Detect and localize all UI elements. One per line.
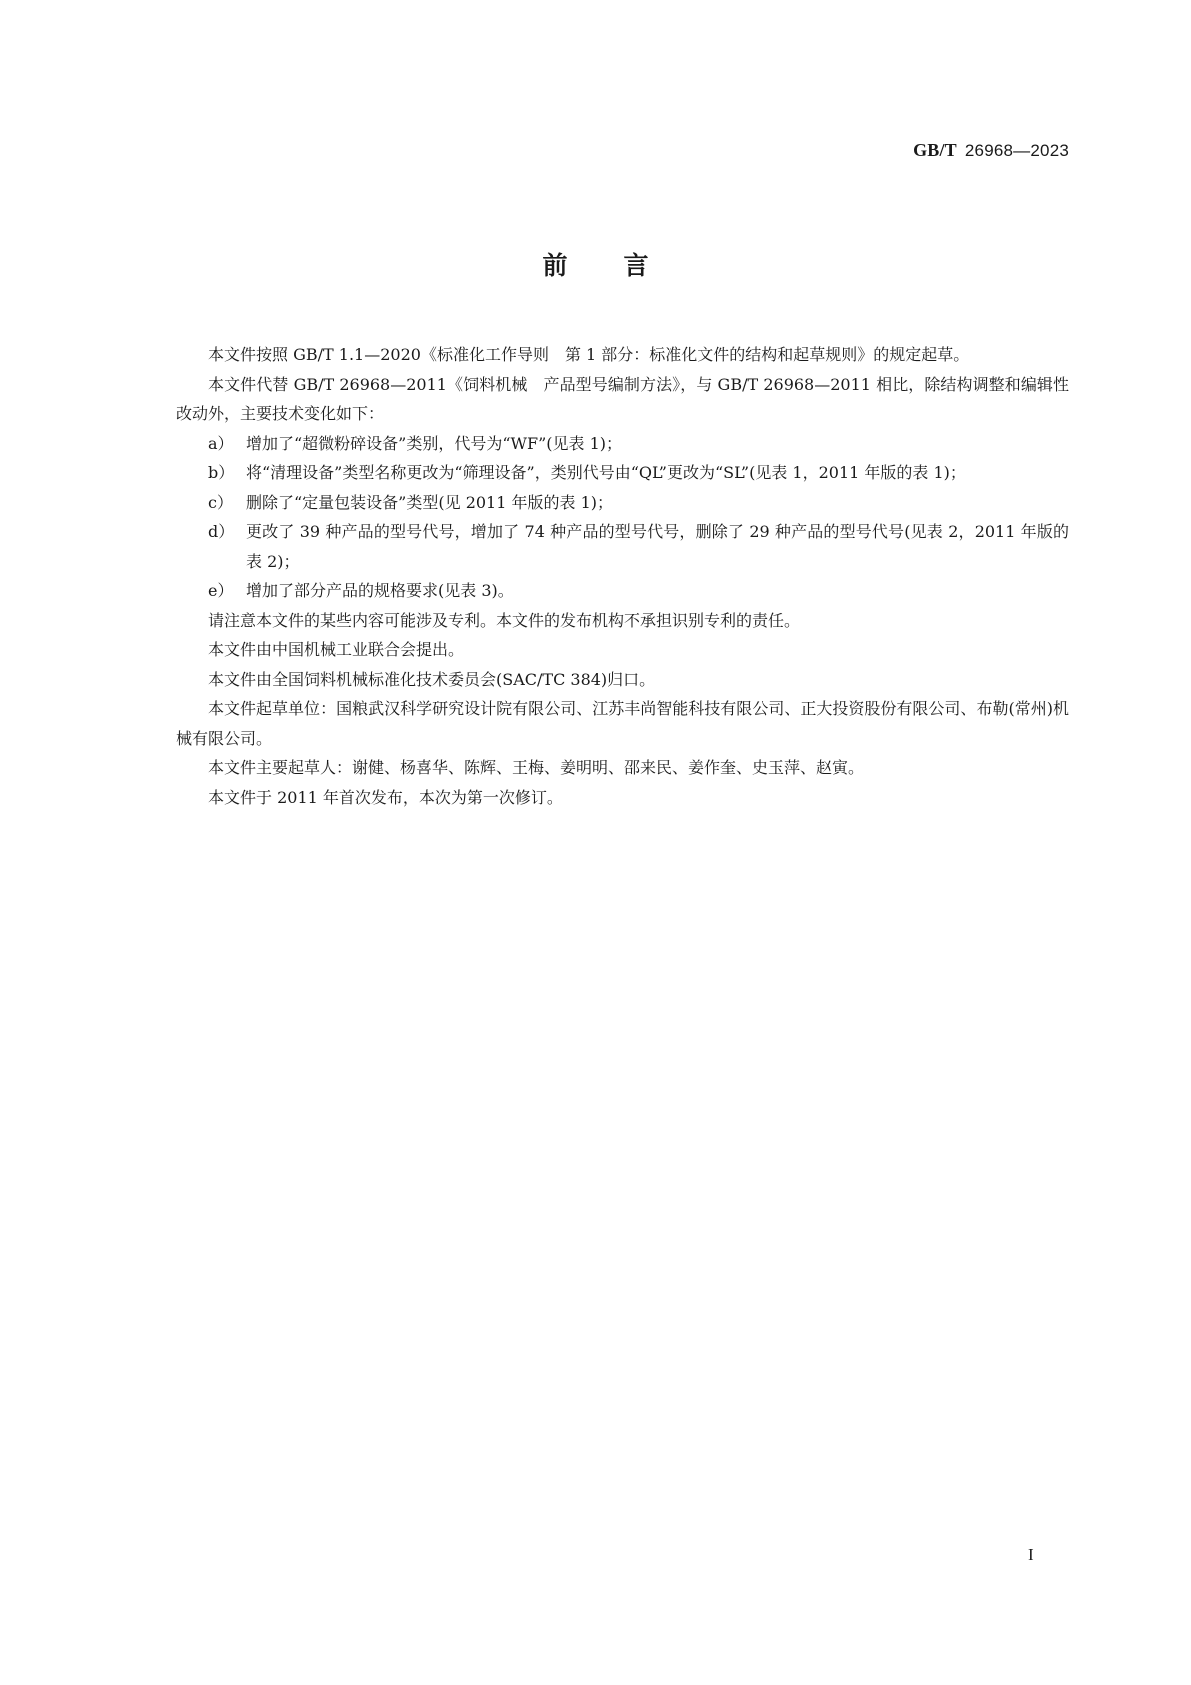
list-item-text: 删除了“定量包装设备”类型(见 2011 年版的表 1)； — [246, 492, 614, 512]
list-item — [208, 576, 1069, 606]
paragraph-drafting-rules: 本文件按照 GB/T 1.1—2020《标准化工作导则 第 1 部分：标准化文件的结构和起草规则》的规定起草。 — [208, 345, 970, 364]
list-item — [208, 488, 1069, 518]
list-marker: e） — [208, 581, 234, 600]
paragraph-under-jurisdiction: 本文件由全国饲料机械标准化技术委员会(SAC/TC 384)归口。 — [208, 669, 656, 689]
list-item — [208, 429, 1069, 459]
foreword-body — [176, 340, 1069, 812]
page-title: 前言 — [542, 251, 705, 280]
technical-changes-list — [176, 429, 1069, 606]
standard-number: 26968—2023 — [964, 141, 1069, 160]
list-item-text: 增加了部分产品的规格要求(见表 3)。 — [246, 581, 514, 600]
paragraph-proposed-by: 本文件由中国机械工业联合会提出。 — [208, 640, 465, 659]
page-number: I — [1028, 1545, 1034, 1564]
list-marker: a） — [208, 433, 234, 453]
list-item-text: 将“清理设备”类型名称更改为“筛理设备”，类别代号由“QL”更改为“SL”(见表 1，2011 年版的表 1)； — [246, 463, 966, 482]
list-marker: d） — [208, 522, 235, 541]
paragraph-publication-history: 本文件于 2011 年首次发布，本次为第一次修订。 — [208, 787, 563, 807]
paragraph-main-drafters: 本文件主要起草人：谢健、杨喜华、陈辉、王梅、姜明明、邵来民、姜作奎、史玉萍、赵寅。 — [208, 758, 865, 777]
list-item — [208, 517, 1069, 576]
paragraph-drafting-organizations: 本文件起草单位：国粮武汉科学研究设计院有限公司、江苏丰尚智能科技有限公司、正大投资股份有限公司、布勒(常州)机械有限公司。 — [176, 699, 1069, 748]
standard-prefix: GB/T — [913, 140, 957, 160]
list-item — [208, 458, 1069, 488]
list-item-text: 增加了“超微粉碎设备”类别，代号为“WF”(见表 1)； — [246, 433, 623, 453]
list-item-text: 更改了 39 种产品的型号代号，增加了 74 种产品的型号代号，删除了 29 种产品的型号代号(见表 2，2011 年版的表 2)； — [246, 522, 1069, 571]
list-marker: b） — [208, 463, 235, 482]
paragraph-patent-notice: 请注意本文件的某些内容可能涉及专利。本文件的发布机构不承担识别专利的责任。 — [208, 610, 801, 630]
standard-code-header — [913, 140, 1069, 161]
paragraph-replacement: 本文件代替 GB/T 26968—2011《饲料机械 产品型号编制方法》，与 GB/T 26968—2011 相比，除结构调整和编辑性改动外，主要技术变化如下： — [176, 374, 1069, 423]
list-marker: c） — [208, 492, 233, 512]
